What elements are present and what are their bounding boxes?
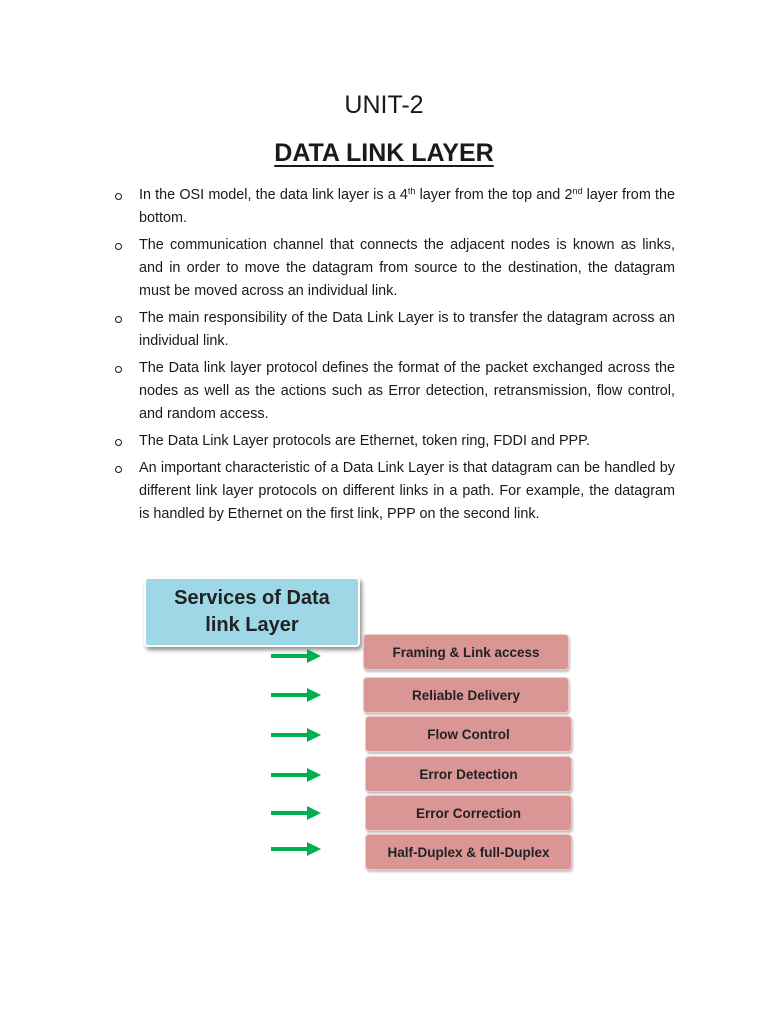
service-reliable-delivery: Reliable Delivery xyxy=(363,677,569,713)
service-error-detection: Error Detection xyxy=(365,756,572,792)
right-arrow-icon xyxy=(271,649,321,663)
bullet-circle-icon xyxy=(115,466,122,473)
right-arrow-icon xyxy=(271,728,321,742)
list-item xyxy=(112,234,675,303)
bullet-text: The main responsibility of the Data Link Layer is to transfer the datagram across an individual link. xyxy=(139,310,675,349)
bullet-text: In the OSI model, the data link layer is a 4th layer from the top and 2nd layer from the bottom. xyxy=(139,186,675,226)
right-arrow-icon xyxy=(271,842,321,856)
list-item xyxy=(112,457,675,526)
bullet-circle-icon xyxy=(115,243,122,250)
service-half-full-duplex: Half-Duplex & full-Duplex xyxy=(365,834,572,870)
right-arrow-icon xyxy=(271,806,321,820)
bullet-circle-icon xyxy=(115,193,122,200)
list-item xyxy=(112,430,675,453)
bullet-text: The communication channel that connects the adjacent nodes is known as links, and in order to move the datagram from source to the destination, the datagram must be moved across an individual link. xyxy=(139,237,675,299)
unit-heading: UNIT-2 xyxy=(344,91,424,119)
bullet-list xyxy=(112,184,675,530)
right-arrow-icon xyxy=(271,768,321,782)
bullet-circle-icon xyxy=(115,439,122,446)
bullet-circle-icon xyxy=(115,316,122,323)
services-header-label: Services of Data link Layer xyxy=(174,587,330,636)
page-title: DATA LINK LAYER xyxy=(274,139,494,167)
service-error-correction: Error Correction xyxy=(365,795,572,831)
service-flow-control: Flow Control xyxy=(365,716,572,752)
services-header-box xyxy=(144,577,360,647)
bullet-text: An important characteristic of a Data Link Layer is that datagram can be handled by different link layer protocols on different links in a path. For example, the datagram is handled by Ethernet on the first link, PPP on the second link. xyxy=(139,460,675,522)
bullet-text: The Data link layer protocol defines the format of the packet exchanged across the nodes as well as the actions such as Error detection, retransmission, flow control, and random access. xyxy=(139,360,675,422)
bullet-text: The Data Link Layer protocols are Ethernet, token ring, FDDI and PPP. xyxy=(139,433,590,449)
list-item xyxy=(112,184,675,230)
list-item xyxy=(112,307,675,353)
service-framing-link-access: Framing & Link access xyxy=(363,634,569,670)
right-arrow-icon xyxy=(271,688,321,702)
list-item xyxy=(112,357,675,426)
bullet-circle-icon xyxy=(115,366,122,373)
